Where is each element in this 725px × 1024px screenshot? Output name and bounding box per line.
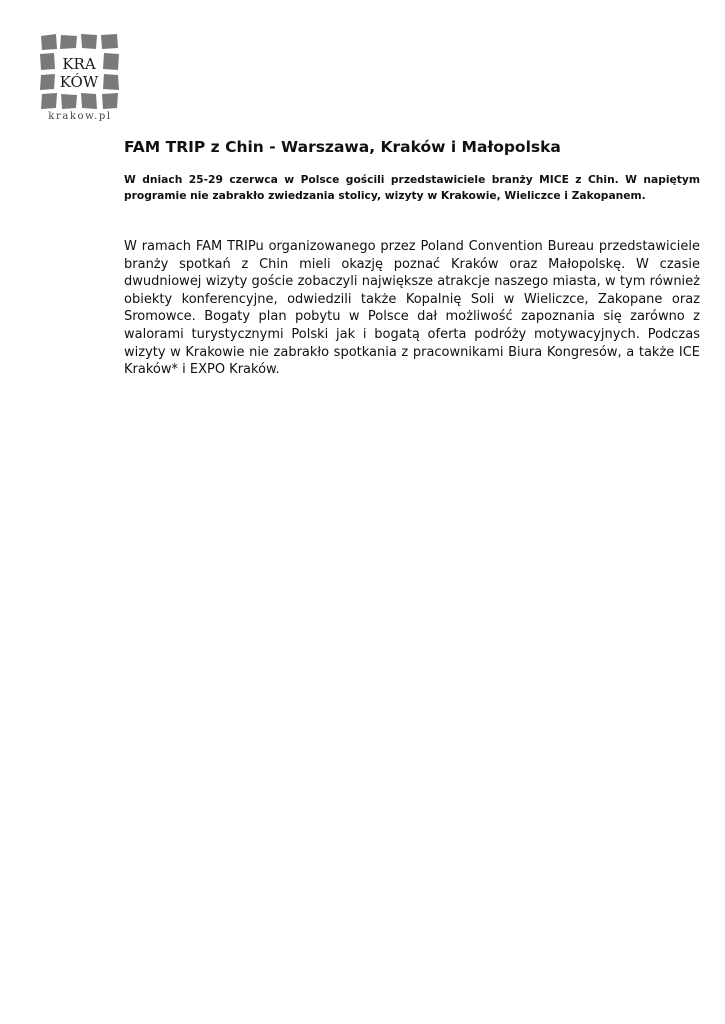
article-title: FAM TRIP z Chin - Warszawa, Kraków i Małopolska (124, 138, 561, 156)
krakow-logo (38, 32, 122, 124)
article-body: W ramach FAM TRIPu organizowanego przez Poland Convention Bureau przedstawiciele branży spotkań z Chin mieli okazję poznać Kraków oraz Małopolskę. W czasie dwudniowej wizyty goście zobaczyli największe atrakcje naszego miasta, w tym również obiekty konferencyjne, odwiedzili także Kopalnię Soli w Wieliczce, Zakopane oraz Sromowce. Bogaty plan pobytu w Polsce dał możliwość zapoznania się zarówno z walorami turystycznymi Polski jak i bogatą oferta podróży motywacyjnych. Podczas wizyty w Krakowie nie zabrakło spotkania z pracownikami Biura Kongresów, a także ICE Kraków* i EXPO Kraków. (124, 239, 700, 378)
logo-text-line2: KÓW (59, 73, 99, 91)
logo-text-line1: KRA (62, 55, 96, 73)
article-lead: W dniach 25-29 czerwca w Polsce gościli przedstawiciele branży MICE z Chin. W napiętym programie nie zabrakło zwiedzania stolicy, wizyty w Krakowie, Wieliczce i Zakopanem. (124, 173, 700, 202)
logo-caption: krakow.pl (48, 111, 112, 122)
article (124, 136, 700, 379)
krakow-logo-mark (38, 32, 122, 112)
